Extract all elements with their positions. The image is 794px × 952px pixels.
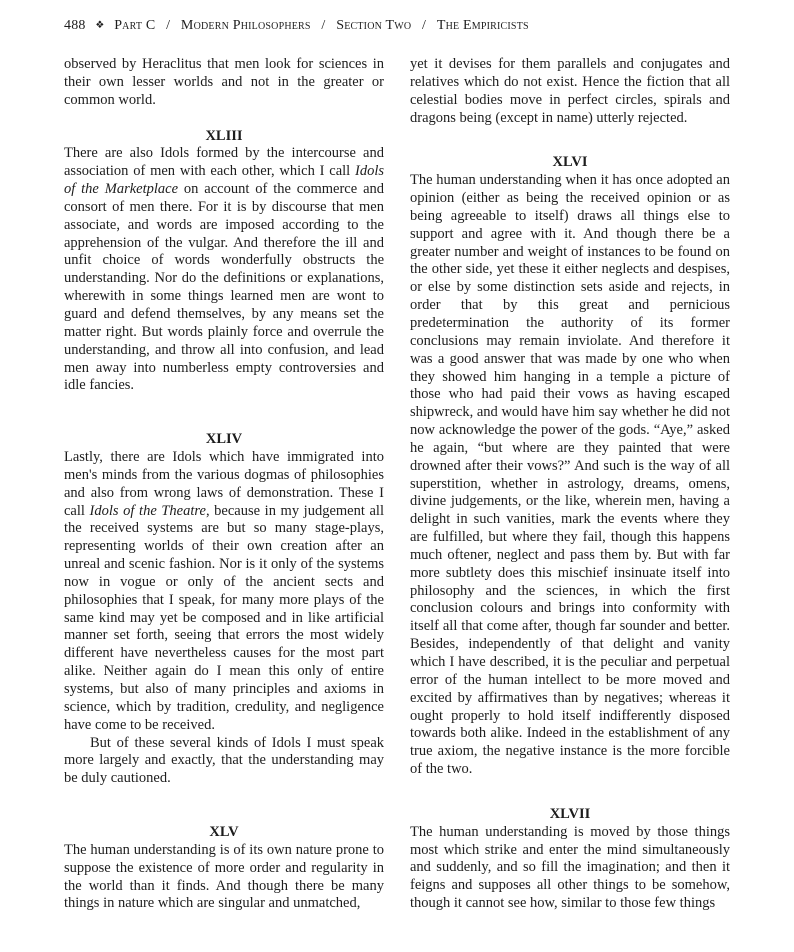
right-column [410,56,730,913]
left-column [64,56,384,913]
header-separator: / [166,18,171,33]
section-paragraph-xliv: Lastly, there are Idols which have immigrated into men's minds from the various dogmas of philosophies and also from wrong laws of demonstration. These I call Idols of the Theatre, because in my judgement all the received systems are but so many stage-plays, representing worlds of their own creation after an unreal and scenic fashion. Nor is it only of the systems now in vogue or only of the ancient sects and philosophies that I speak, for many more plays of the same kind may yet be composed and in like artificial manner set forth, seeing that errors the most widely different have nevertheless causes for the most part alike. Neither again do I mean this only of entire systems, but also of many principles and axioms in science, which by tradition, credulity, and negligence have come to be received. [64,449,384,733]
header-separator: / [422,18,427,33]
section-paragraph-xlvii: The human understanding is moved by those things most which strike and enter the mind simultaneously and suddenly, and so fill the imagination; and then it feigns and supposes all other things to be somehow, though it cannot see how, similar to those few things [410,823,730,912]
ornament-icon: ❖ [95,20,105,31]
section-heading-xliv: XLIV [205,431,243,448]
section-paragraph-xlv: The human understanding is of its own nature prone to suppose the existence of more order and regularity in the world than it finds. And though there be many things in nature which are singular and unmatched, [64,841,384,912]
italic-term: Idols of the Theatre [89,502,206,519]
header-separator: / [321,18,326,33]
header-subsection: The Empiricists [436,18,529,33]
italic-term: Idols of the Marketplace [64,163,384,198]
continued-paragraph: observed by Heraclitus that men look for sciences in their own lesser worlds and not in the greater or common world. [64,56,384,108]
header-chapter: Modern Philosophers [180,18,311,33]
header-part: Part C [114,18,156,33]
section-paragraph-xlvi: The human understanding when it has once adopted an opinion (either as being the received opinion or as being agreeable to itself) draws all things else to support and agree with it. And though there be a greater number and weight of instances to be found on the other side, yet these it either neglects and despises, or else by some distinction sets aside and rejects, in order that by this great and pernicious predetermination the authority of its former conclusions may remain inviolate. And therefore it was a good answer that was made by one who when they showed him hanging in a temple a picture of those who had paid their vows as having escaped shipwreck, and would have him say whether he did not now acknowledge the power of the gods. “Aye,” asked he again, “but where are they painted that were drowned after their vows?” And such is the way of all superstition, whether in astrology, dreams, omens, divine judgements, or the like, wherein men, having a delight in such vanities, mark the events where they are fulfilled, but where they fail, though this happens much oftener, neglect and pass them by. But with far more subtlety does this mischief insinuate itself into philosophy and the sciences, in which the first conclusion colours and brings into conformity with itself all that come after, though far sounder and better. Besides, independently of that delight and vanity which I have described, it is the peculiar and perpetual error of the human intellect to be more moved and excited by affirmatives than by negatives; whereas it ought properly to hold itself indifferently disposed towards both alike. Indeed in the establishment of any true axiom, the negative instance is the more forcible of the two. [410,172,730,778]
page-number: 488 [64,18,86,33]
header-section: Section Two [336,18,412,33]
section-heading-xlv: XLV [209,824,239,841]
section-heading-xlvi: XLVI [552,154,588,171]
continued-paragraph: yet it devises for them parallels and conjugates and relatives which do not exist. Hence the fiction that all celestial bodies move in perfect circles, spirals and dragons being (except in name) utterly rejected. [410,56,730,126]
section-heading-xliii: XLIII [205,127,243,144]
section-heading-xlvii: XLVII [549,805,591,822]
section-paragraph-xliii: There are also Idols formed by the intercourse and association of men with each other, which I call Idols of the Marketplace on account of the commerce and consort of men there. For it is by discourse that men associate, and words are imposed according to the apprehension of the vulgar. And therefore the ill and unfit choice of words wonderfully obstructs the understanding. Nor do the definitions or explanations, wherewith in some things learned men are wont to guard and defend themselves, by any means set the matter right. But words plainly force and overrule the understanding, and throw all into confusion, and lead men away into numberless empty controversies and idle fancies. [64,145,384,394]
running-header [64,18,529,34]
section-paragraph-xliv-2: But of these several kinds of Idols I must speak more largely and exactly, that the understanding may be duly cautioned. [64,734,384,787]
